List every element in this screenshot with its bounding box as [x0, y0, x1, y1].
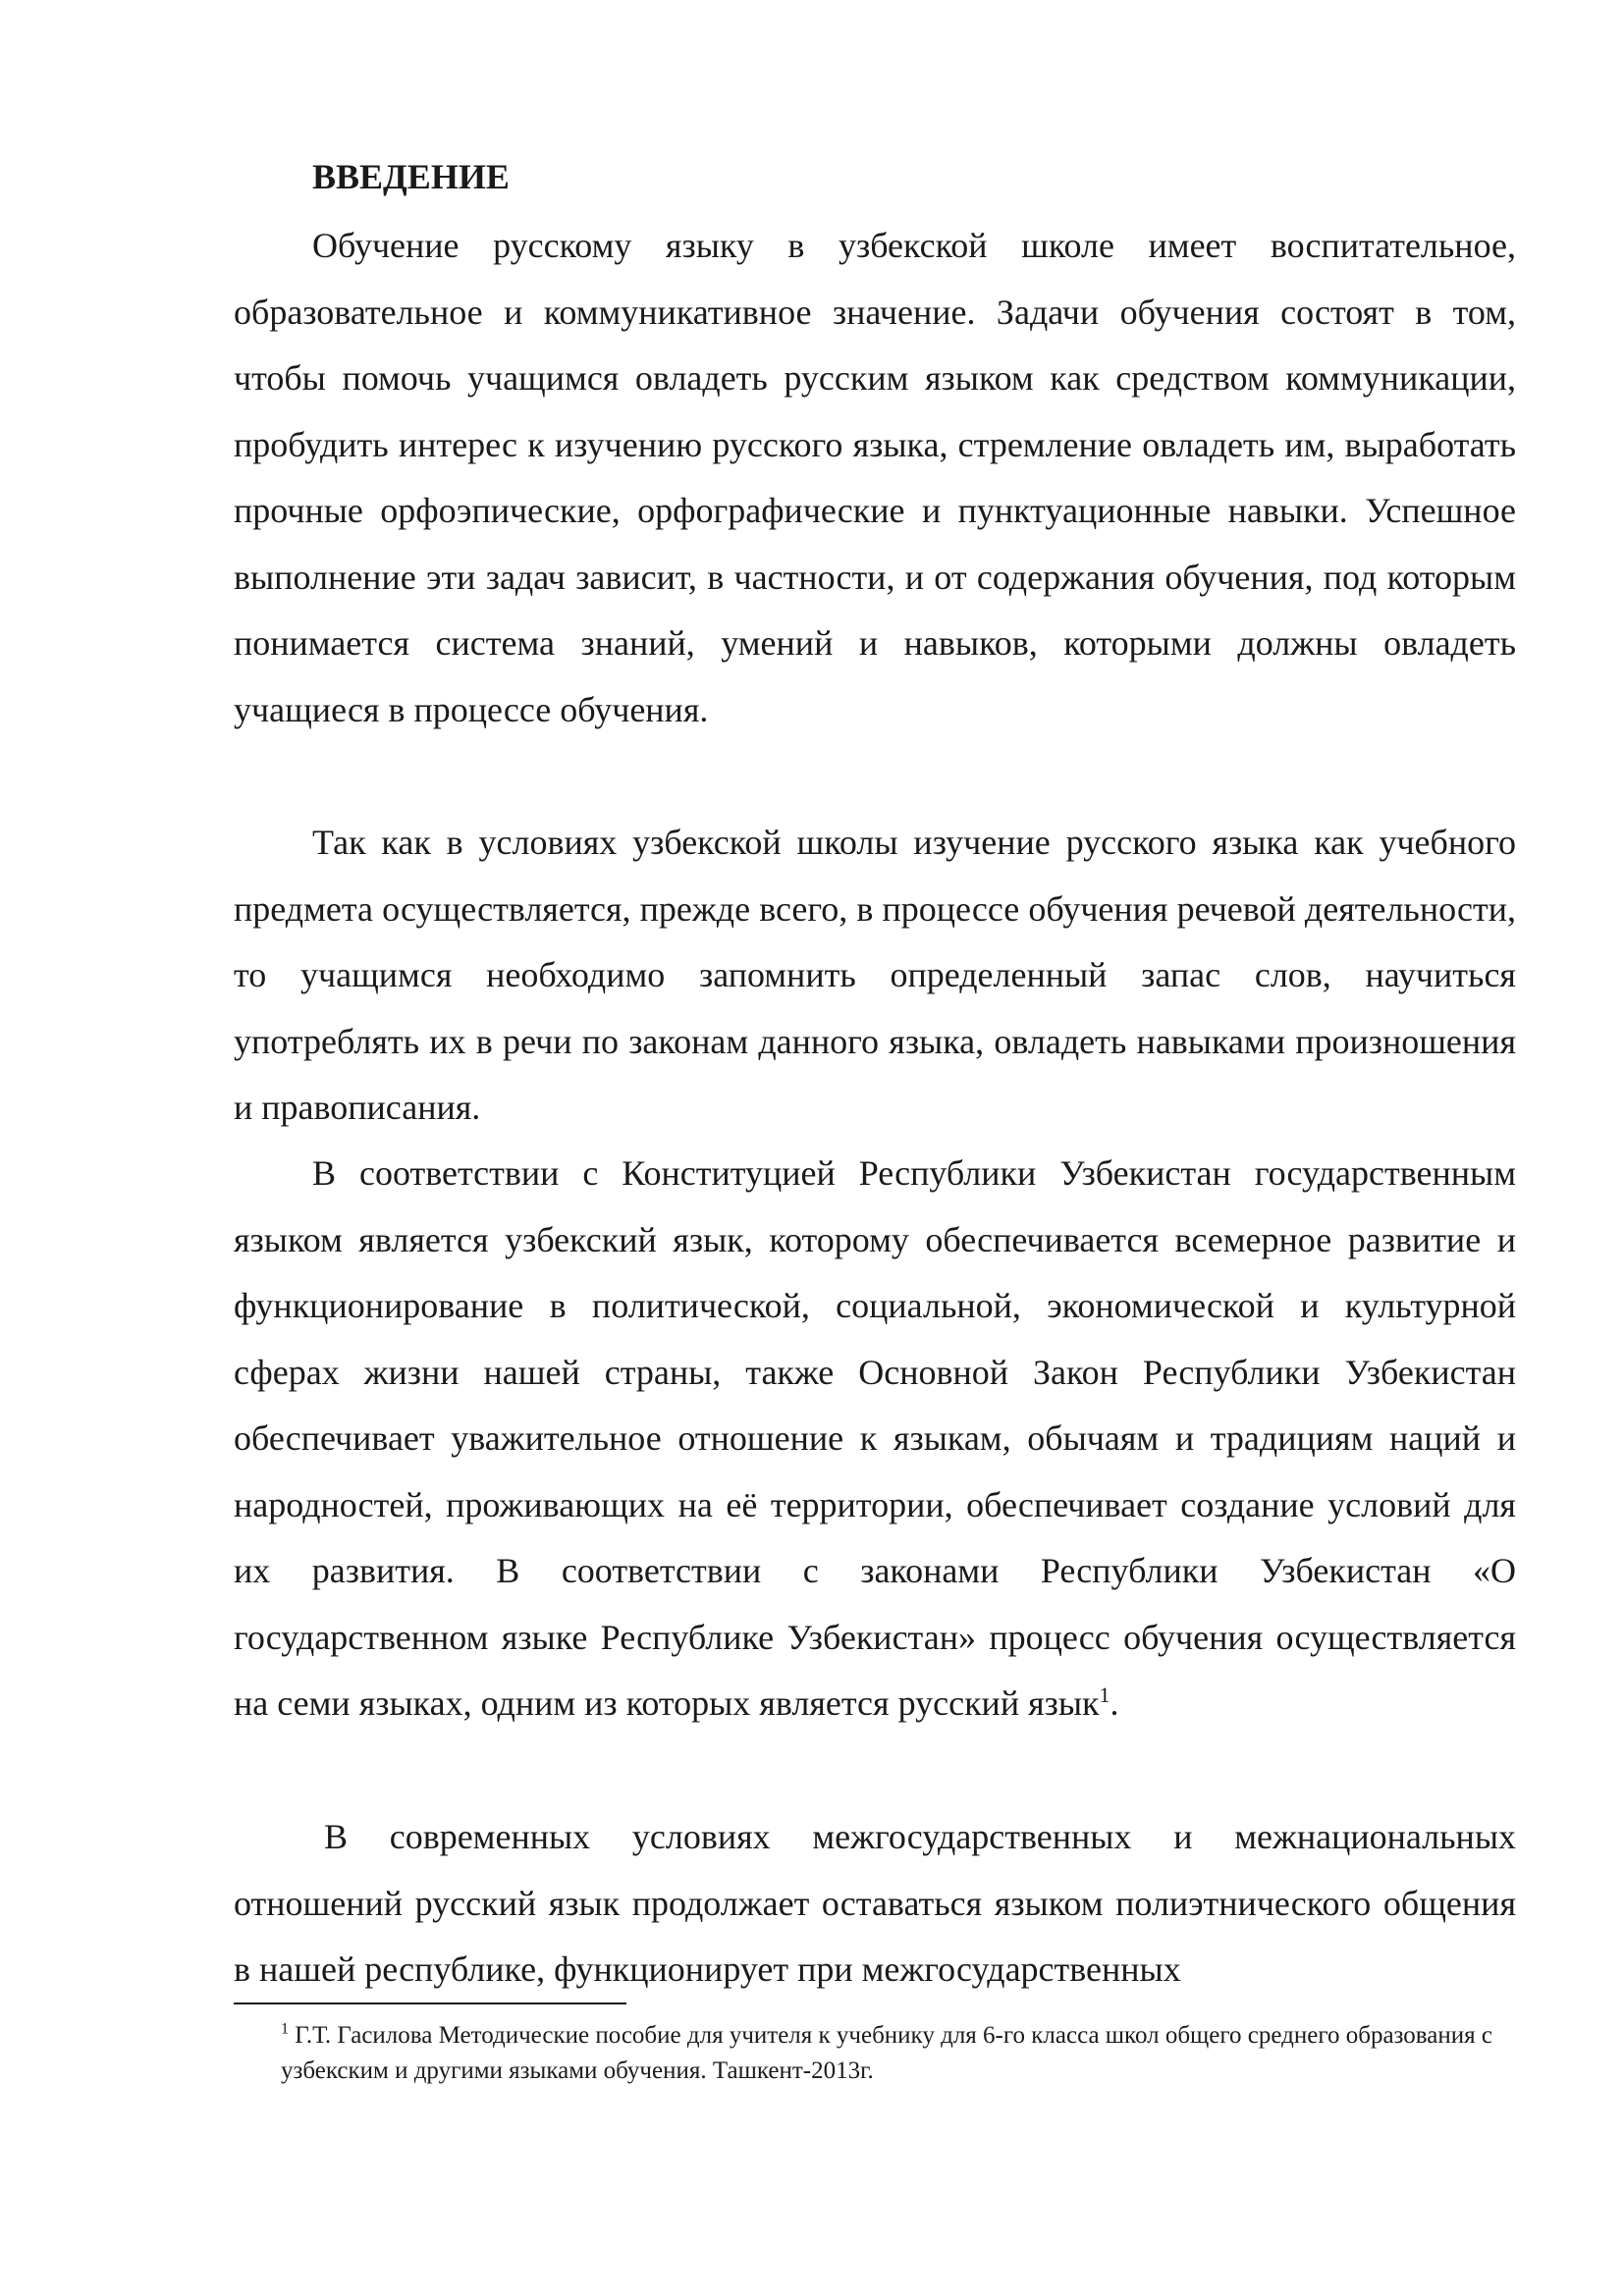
- footnote-separator: [234, 2002, 626, 2004]
- paragraph-2: Так как в условиях узбекской школы изучение русского языка как учебного предмета осуществляется, прежде всего, в процессе обучения речевой деятельности, то учащимся необходимо запомнить определенный запас слов, научиться употреблять их в речи по законам данного языка, овладеть навыками произношения и правописания.: [234, 823, 1516, 1127]
- footnote-reference[interactable]: 1: [1099, 1682, 1110, 1707]
- footnote-text: Г.Т. Гасилова Методические пособие для учителя к учебнику для 6-го класса школ общего среднего образования с узбекским и другими языками обучения. Ташкент-2013г.: [281, 2022, 1492, 2084]
- paragraph-3-text: В соответствии с Конституцией Республики Узбекистан государственным языком является узбекский язык, которому обеспечивается всемерное развитие и функционирование в политической, социальной, экономической и культурной сферах жизни нашей страны, также Основной Закон Республики Узбекистан обеспечивает уважительное отношение к языкам, обычаям и традициям наций и народностей, проживающих на её территории, обеспечивает создание условий для их развития. В соответствии с законами Республики Узбекистан «О государственном языке Республике Узбекистан» процесс обучения осуществляется на семи языках, одним из которых является русский язык: [234, 1153, 1516, 1723]
- section-heading: ВВЕДЕНИЕ: [312, 157, 510, 196]
- paragraph-4: В современных условиях межгосударственных и межнациональных отношений русский язык продолжает оставаться языком полиэтнического общения в нашей республике, функционирует при межгосударственных: [234, 1817, 1516, 1989]
- footnote: [281, 2018, 1516, 2089]
- paragraph-3: [234, 1141, 1516, 1737]
- paragraph-1: Обучение русскому языку в узбекской школе имеет воспитательное, образовательное и коммуникативное значение. Задачи обучения состоят в том, чтобы помочь учащимся овладеть русским языком как средством коммуникации, пробудить интерес к изучению русского языка, стремление овладеть им, выработать прочные орфоэпические, орфографические и пунктуационные навыки. Успешное выполнение эти задач зависит, в частности, и от содержания обучения, под которым понимается система знаний, умений и навыков, которыми должны овладеть учащиеся в процессе обучения.: [234, 226, 1516, 729]
- paragraph-3-end: .: [1110, 1683, 1119, 1723]
- footnote-marker: 1: [281, 2020, 289, 2038]
